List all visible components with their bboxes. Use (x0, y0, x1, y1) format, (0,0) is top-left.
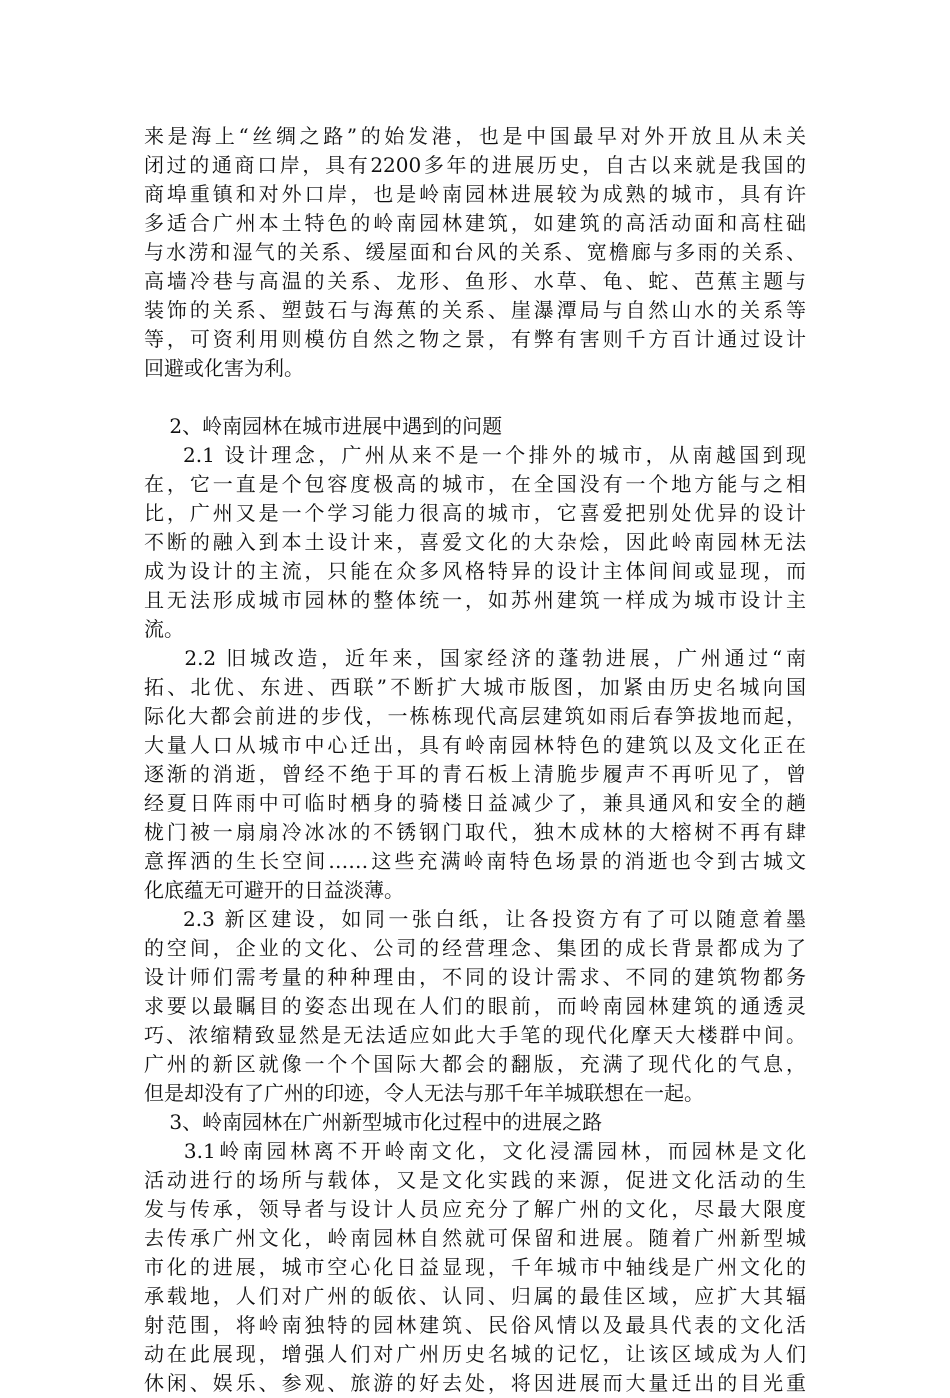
text-line: 射范围，将岭南独特的园林建筑、民俗风情以及最具代表的文化活 (144, 1313, 806, 1337)
text-line: 2.3 新区建设，如同一张白纸，让各投资方有了可以随意着墨 (144, 907, 806, 931)
text-line: 流。 (144, 617, 184, 641)
text-line: 栊门被一扇扇冷冰冰的不锈钢门取代，独木成林的大榕树不再有肆 (144, 820, 806, 844)
heading-line: 3、岭南园林在广州新型城市化过程中的进展之路 (144, 1110, 603, 1134)
text-line: 市化的进展，城市空心化日益显现，千年城市中轴线是广州文化的 (144, 1255, 806, 1279)
text-line: 经夏日阵雨中可临时栖身的骑楼日益减少了，兼具通风和安全的趟 (144, 791, 806, 815)
text-line: 但是却没有了广州的印迹，令人无法与那千年羊城联想在一起。 (144, 1081, 704, 1105)
text-line: 休闲、娱乐、参观、旅游的好去处，将因进展而大量迁出的目光重 (144, 1371, 806, 1395)
text-line: 不断的融入到本土设计来，喜爱文化的大杂烩，因此岭南园林无法 (144, 530, 806, 554)
text-line: 发与传承，领导者与设计人员应充分了解广州的文化，尽最大限度 (144, 1197, 806, 1221)
text-line: 逐渐的消逝，曾经不绝于耳的青石板上清脆步履声不再听见了，曾 (144, 762, 806, 786)
section-heading-2 (144, 412, 806, 441)
document-body (144, 122, 806, 1398)
paragraph-new-district (144, 905, 806, 1108)
text-line: 大量人口从城市中心迁出，具有岭南园林特色的建筑以及文化正在 (144, 733, 806, 757)
text-line: 化底蕴无可避开的日益淡薄。 (144, 878, 404, 902)
text-line: 拓、北优、东进、西联”不断扩大城市版图，加紧由历史名城向国 (144, 675, 806, 699)
paragraph-design-concept (144, 441, 806, 644)
text-line: 且无法形成城市园林的整体统一，如苏州建筑一样成为城市设计主 (144, 588, 806, 612)
text-line: 活动进行的场所与载体，又是文化实践的来源，促进文化活动的生 (144, 1168, 806, 1192)
text-line: 商埠重镇和对外口岸，也是岭南园林进展较为成熟的城市，具有许 (144, 182, 806, 206)
paragraph-lingnan-culture (144, 1137, 806, 1398)
heading-line: 2、岭南园林在城市进展中遇到的问题 (144, 414, 503, 438)
text-line: 求要以最瞩目的姿态出现在人们的眼前，而岭南园林建筑的通透灵 (144, 994, 806, 1018)
text-line: 2.1 设计理念，广州从来不是一个排外的城市，从南越国到现 (144, 443, 806, 467)
text-line: 来是海上“丝绸之路”的始发港，也是中国最早对外开放且从未关 (144, 124, 806, 148)
text-line: 广州的新区就像一个个国际大都会的翻版，充满了现代化的气息， (144, 1052, 806, 1076)
text-line: 承载地，人们对广州的皈依、认同、归属的最佳区域，应扩大其辐 (144, 1284, 806, 1308)
paragraph-gap (144, 383, 806, 412)
text-line: 回避或化害为利。 (144, 356, 304, 380)
text-line: 2.2 旧城改造，近年来，国家经济的蓬勃进展，广州通过“南 (144, 646, 806, 670)
text-line: 等，可资利用则模仿自然之物之景，有弊有害则千方百计通过设计 (144, 327, 806, 351)
text-line: 多适合广州本土特色的岭南园林建筑，如建筑的高活动面和高柱础 (144, 211, 806, 235)
text-line: 的空间，企业的文化、公司的经营理念、集团的成长背景都成为了 (144, 936, 806, 960)
paragraph-guangzhou-history (144, 122, 806, 383)
paragraph-old-city-renovation (144, 644, 806, 905)
text-line: 际化大都会前进的步伐，一栋栋现代高层建筑如雨后春笋拔地而起， (144, 704, 806, 728)
section-heading-3 (144, 1108, 806, 1137)
text-line: 高墙冷巷与高温的关系、龙形、鱼形、水草、龟、蛇、芭蕉主题与 (144, 269, 806, 293)
text-line: 与水涝和湿气的关系、缓屋面和台风的关系、宽檐廊与多雨的关系、 (144, 240, 806, 264)
text-line: 闭过的通商口岸，具有2200多年的进展历史，自古以来就是我国的 (144, 153, 806, 177)
text-line: 比，广州又是一个学习能力很高的城市，它喜爱把别处优异的设计 (144, 501, 806, 525)
text-line: 动在此展现，增强人们对广州历史名城的记忆，让该区域成为人们 (144, 1342, 806, 1366)
text-line: 在，它一直是个包容度极高的城市，在全国没有一个地方能与之相 (144, 472, 806, 496)
text-line: 设计师们需考量的种种理由，不同的设计需求、不同的建筑物都务 (144, 965, 806, 989)
text-line: 装饰的关系、塑鼓石与海蕉的关系、崖瀑潭局与自然山水的关系等 (144, 298, 806, 322)
text-line: 意挥洒的生长空间……这些充满岭南特色场景的消逝也令到古城文 (144, 849, 806, 873)
text-line: 巧、浓缩精致显然是无法适应如此大手笔的现代化摩天大楼群中间。 (144, 1023, 806, 1047)
text-line: 去传承广州文化，岭南园林自然就可保留和进展。随着广州新型城 (144, 1226, 806, 1250)
text-line: 成为设计的主流，只能在众多风格特异的设计主体间间或显现，而 (144, 559, 806, 583)
text-line: 3.1岭南园林离不开岭南文化，文化浸濡园林，而园林是文化 (144, 1139, 806, 1163)
